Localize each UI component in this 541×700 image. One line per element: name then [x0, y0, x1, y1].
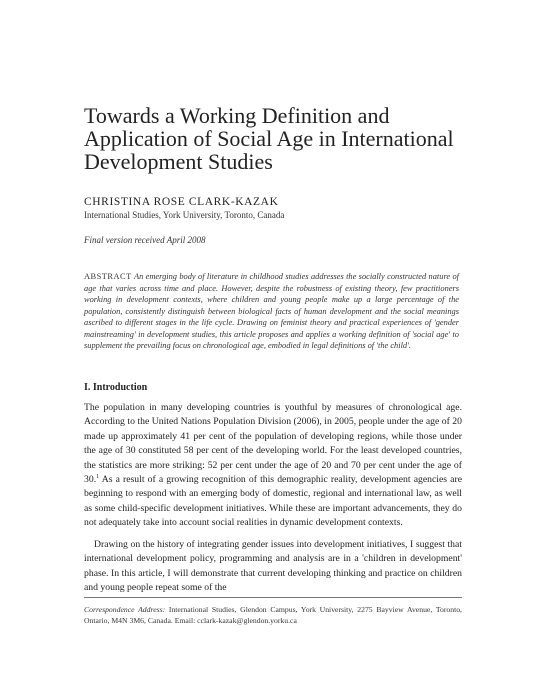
footnote-divider [84, 597, 462, 598]
paragraph-1-text-b: As a result of a growing recognition of this demographic reality, development agencies are beginning to respond with an emerging body of domestic, regional and international law, as well as some child-specific development initiatives. While these are important advancements, they do not adequately take into account social realities in dynamic development contexts. [84, 474, 462, 529]
author-affiliation: International Studies, York University, Toronto, Canada [84, 210, 285, 220]
section-heading: I. Introduction [84, 382, 148, 393]
title-line-3: Development Studies [84, 149, 273, 174]
correspondence-text: International Studies, Glendon Campus, York University, 2275 Bayview Avenue, Toronto, Ontario, M4N 3M6, Canada. Email: cclark-kazak@glendon.yorku.ca [84, 605, 462, 625]
paragraph-2: Drawing on the history of integrating gender issues into development initiatives, I suggest that international development policy, programming and analysis are in a 'children in development' phase. In this article, I will demonstrate that current developing thinking and practice on children and young people repeat some of the [84, 539, 462, 594]
correspondence-note [84, 604, 462, 626]
author-name: CHRISTINA ROSE CLARK-KAZAK [84, 196, 279, 208]
title-line-1: Towards a Working Definition and [84, 103, 390, 128]
title-line-2: Application of Social Age in International [84, 126, 454, 151]
abstract-text: An emerging body of literature in childhood studies addresses the socially constructed nature of age that varies across time and place. However, despite the robustness of existing theory, few practitioners working in development contexts, where children and young people make up a large percentage of the population, consistently distinguish between biological facts of human development and the social meanings ascribed to different stages in the life cycle. Drawing on feminist theory and practical experiences of 'gender mainstreaming' in development studies, this article proposes and applies a working definition of 'social age' to supplement the prevailing focus on chronological age, embodied in legal definitions of 'the child'. [84, 272, 459, 350]
abstract [84, 271, 459, 352]
received-date: Final version received April 2008 [84, 235, 206, 245]
footnote-marker[interactable]: 1 [96, 473, 100, 480]
correspondence-label: Correspondence Address: [84, 605, 166, 614]
article-title [84, 104, 484, 173]
paragraph-1-text-a: The population in many developing countries is youthful by measures of chronological age. According to the United Nations Population Division (2006), in 2005, people under the age of 20 made up approximately 41 per cent of the population of developing regions, while those under the age of 30 constituted 58 per cent of the developing world. For the least developed countries, the statistics are more striking: 52 per cent under the age of 20 and 70 per cent under the age of 30. [84, 402, 462, 486]
abstract-label: ABSTRACT [84, 272, 132, 281]
paragraph-1 [84, 401, 462, 531]
